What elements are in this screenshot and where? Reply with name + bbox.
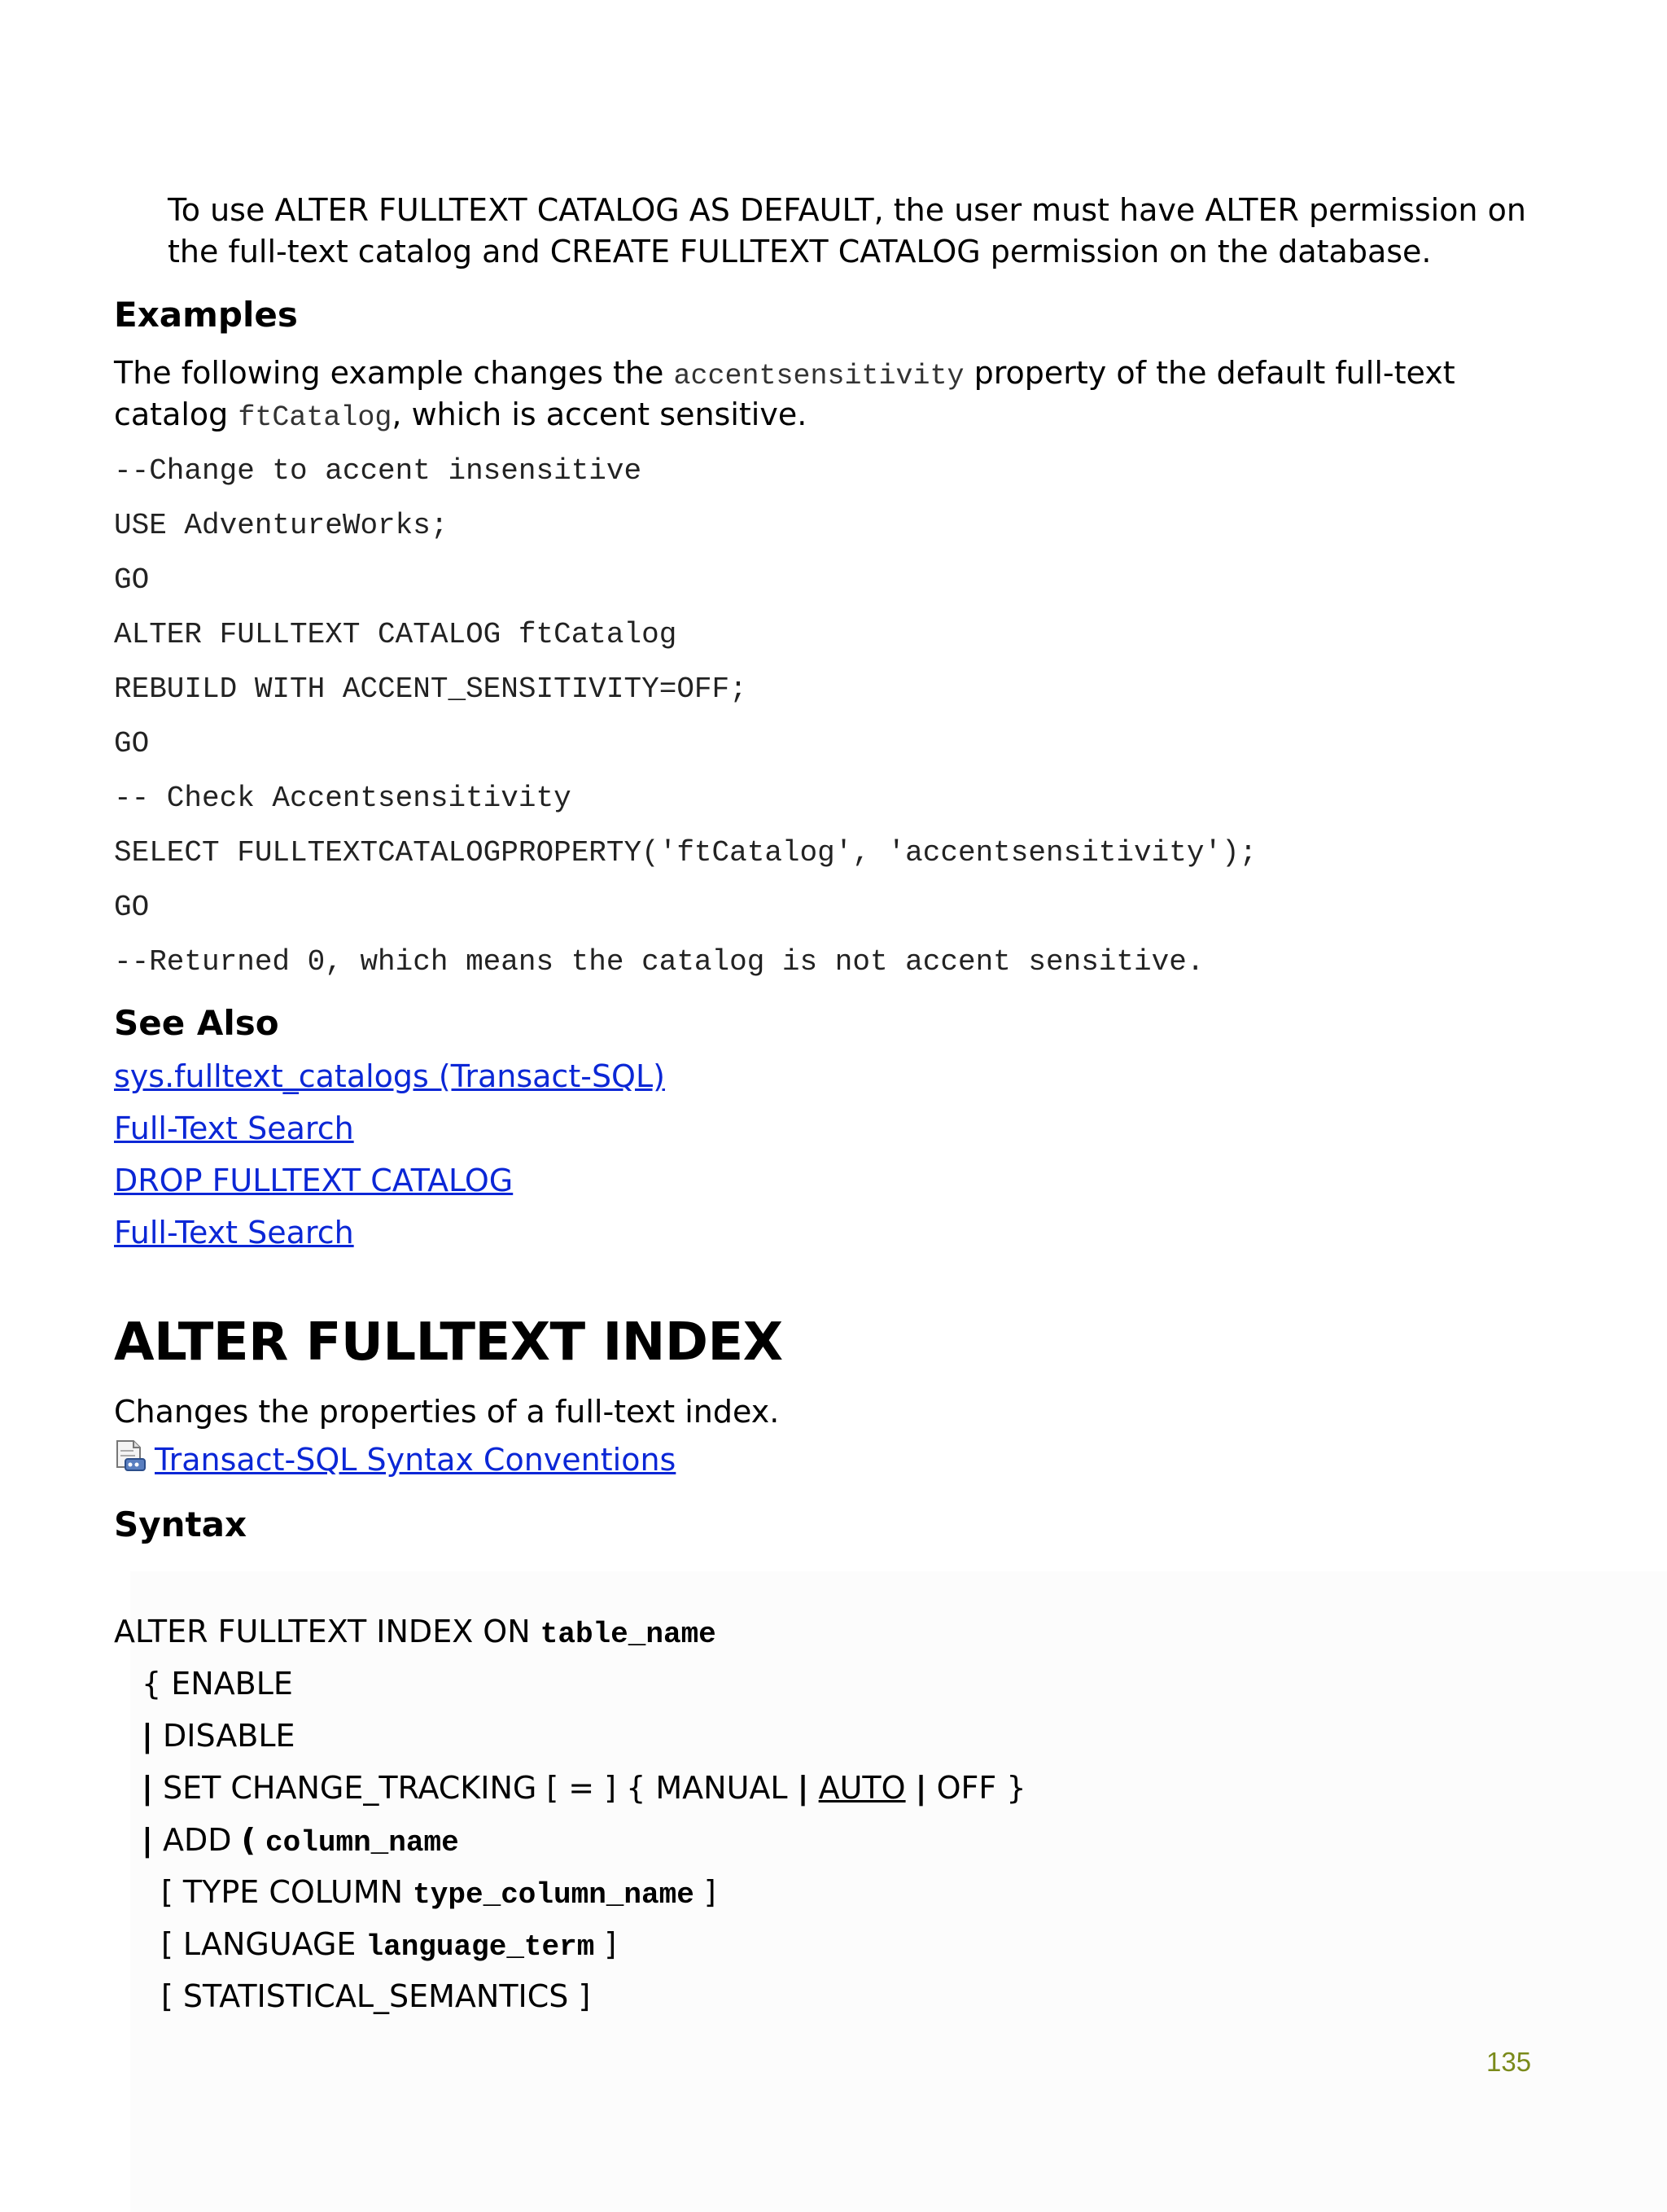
syntax-default-auto: AUTO bbox=[818, 1770, 906, 1806]
see-also-heading: See Also bbox=[114, 1003, 279, 1043]
document-icon bbox=[114, 1439, 145, 1472]
syntax-pipe: | bbox=[797, 1770, 809, 1806]
syntax-param: language_term bbox=[365, 1930, 595, 1964]
code-line: --Change to accent insensitive bbox=[114, 454, 642, 488]
syntax-pipe: | bbox=[142, 1770, 153, 1806]
syntax-paren: ( bbox=[241, 1822, 256, 1858]
syntax-text: ] bbox=[693, 1874, 716, 1910]
syntax-pipe: | bbox=[142, 1822, 153, 1858]
syntax-text: OFF } bbox=[926, 1770, 1026, 1806]
code-line: REBUILD WITH ACCENT_SENSITIVITY=OFF; bbox=[114, 672, 747, 706]
para-text: catalog bbox=[114, 396, 238, 432]
syntax-text: SET CHANGE_TRACKING [ = ] { MANUAL bbox=[152, 1770, 798, 1806]
link-sys-fulltext-catalogs[interactable]: sys.fulltext_catalogs (Transact-SQL) bbox=[114, 1058, 665, 1094]
examples-paragraph-line-2 bbox=[114, 393, 807, 439]
syntax-pipe: | bbox=[915, 1770, 927, 1806]
section-title: ALTER FULLTEXT INDEX bbox=[114, 1312, 783, 1373]
code-line: --Returned 0, which means the catalog is not accent sensitive. bbox=[114, 945, 1205, 979]
syntax-line-3 bbox=[142, 1718, 295, 1754]
syntax-text: [ LANGUAGE bbox=[161, 1926, 366, 1962]
code-line: -- Check Accentsensitivity bbox=[114, 782, 571, 815]
syntax-param: type_column_name bbox=[413, 1878, 694, 1912]
syntax-line-6 bbox=[161, 1874, 716, 1912]
code-line: GO bbox=[114, 563, 150, 597]
syntax-text: ALTER FULLTEXT INDEX ON bbox=[114, 1614, 540, 1649]
examples-paragraph-line-1 bbox=[114, 352, 1455, 397]
syntax-text: ] bbox=[594, 1926, 617, 1962]
code-line: SELECT FULLTEXTCATALOGPROPERTY('ftCatalog', 'accentsensitivity'); bbox=[114, 836, 1258, 869]
syntax-text: ADD bbox=[152, 1822, 242, 1858]
intro-line-1: To use ALTER FULLTEXT CATALOG AS DEFAULT, the user must have ALTER permission on bbox=[168, 192, 1526, 228]
syntax-line-4 bbox=[142, 1770, 1026, 1806]
syntax-line-2: { ENABLE bbox=[142, 1666, 293, 1702]
syntax-line-8: [ STATISTICAL_SEMANTICS ] bbox=[161, 1978, 591, 2014]
intro-line-2: the full-text catalog and CREATE FULLTEXT CATALOG permission on the database. bbox=[168, 234, 1432, 269]
code-line: GO bbox=[114, 727, 150, 760]
syntax-heading: Syntax bbox=[114, 1505, 247, 1544]
syntax-line-5 bbox=[142, 1822, 459, 1859]
para-text: property of the default full-text bbox=[964, 355, 1455, 391]
link-drop-fulltext-catalog[interactable]: DROP FULLTEXT CATALOG bbox=[114, 1163, 514, 1198]
para-text: , which is accent sensitive. bbox=[392, 396, 807, 432]
para-text: The following example changes the bbox=[114, 355, 674, 391]
inline-code: accentsensitivity bbox=[673, 360, 965, 392]
link-full-text-search[interactable]: Full-Text Search bbox=[114, 1110, 354, 1146]
syntax-line-7 bbox=[161, 1926, 616, 1964]
conventions-row bbox=[114, 1439, 676, 1478]
code-line: ALTER FULLTEXT CATALOG ftCatalog bbox=[114, 618, 677, 651]
link-transact-sql-syntax-conventions[interactable]: Transact-SQL Syntax Conventions bbox=[155, 1442, 676, 1478]
syntax-param: column_name bbox=[265, 1826, 459, 1859]
syntax-text: DISABLE bbox=[152, 1718, 295, 1754]
link-full-text-search-2[interactable]: Full-Text Search bbox=[114, 1215, 354, 1251]
examples-heading: Examples bbox=[114, 295, 298, 335]
syntax-pipe: | bbox=[142, 1718, 153, 1754]
page-number: 135 bbox=[1486, 2047, 1532, 2077]
code-line: USE AdventureWorks; bbox=[114, 509, 448, 542]
syntax-line-1 bbox=[114, 1614, 716, 1651]
section-description: Changes the properties of a full-text index. bbox=[114, 1394, 780, 1430]
code-line: GO bbox=[114, 891, 150, 924]
inline-code: ftCatalog bbox=[238, 401, 392, 434]
syntax-param: table_name bbox=[540, 1618, 716, 1651]
syntax-text: [ TYPE COLUMN bbox=[161, 1874, 413, 1910]
